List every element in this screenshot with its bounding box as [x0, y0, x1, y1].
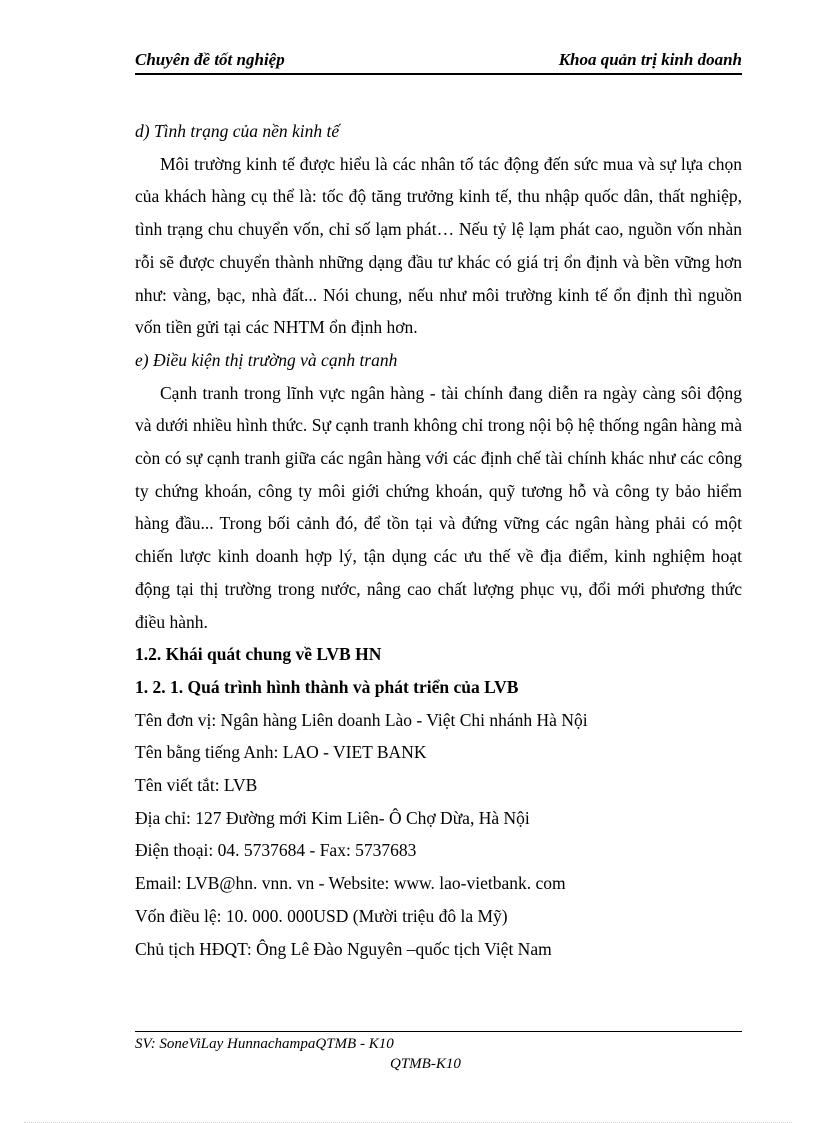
- footer-divider: [135, 1031, 742, 1032]
- section-d-title: d) Tình trạng của nền kinh tế: [135, 121, 340, 141]
- info-abbreviation: Tên viết tắt: LVB: [135, 775, 258, 796]
- heading-1-2-1: 1. 2. 1. Quá trình hình thành và phát triển của LVB: [135, 676, 519, 697]
- section-e-title: e) Điều kiện thị trường và cạnh tranh: [135, 349, 398, 370]
- heading-1-2: 1.2. Khái quát chung về LVB HN: [135, 644, 382, 665]
- info-charter-capital: Vốn điều lệ: 10. 000. 000USD (Mười triệu đô la Mỹ): [135, 905, 508, 926]
- section-e-paragraph: Cạnh tranh trong lĩnh vực ngân hàng - tài chính đang diễn ra ngày càng sôi động và dưới nhiều hình thức. Sự cạnh tranh không chỉ trong nội bộ hệ thống ngân hàng mà còn có sự cạnh tranh giữa các ngân hàng với các định chế tài chính khác như các công ty chứng khoán, công ty môi giới chứng khoán, quỹ tương hỗ và công ty bảo hiểm hàng đầu... Trong bối cảnh đó, để tồn tại và đứng vững các ngân hàng phải có một chiến lược kinh doanh hợp lý, tận dụng các ưu thế về địa điểm, kinh nghiệm hoạt động tại thị trường trong nước, nâng cao chất lượng phục vụ, đổi mới phương thức điều hành.: [135, 382, 742, 632]
- header-right-title: Khoa quản trị kinh doanh: [558, 50, 742, 69]
- info-phone-fax: Điện thoại: 04. 5737684 - Fax: 5737683: [135, 840, 417, 861]
- page-body: [135, 115, 742, 965]
- info-email-website: Email: LVB@hn. vnn. vn - Website: www. lao-vietbank. com: [135, 873, 566, 894]
- page-header: [135, 47, 742, 75]
- section-d-paragraph: Môi trường kinh tế được hiểu là các nhân tố tác động đến sức mua và sự lựa chọn của khách hàng cụ thể là: tốc độ tăng trưởng kinh tế, thu nhập quốc dân, thất nghiệp, tình trạng chu chuyển vốn, chỉ số lạm phát… Nếu tỷ lệ lạm phát cao, nguồn vốn nhàn rỗi sẽ được chuyển thành những dạng đầu tư khác có giá trị ổn định và bền vững hơn như: vàng, bạc, nhà đất... Nói chung, nếu như môi trường kinh tế ổn định thì nguồn vốn tiền gửi tại các NHTM ổn định hơn.: [135, 153, 742, 338]
- header-left-title: Chuyên đề tốt nghiệp: [135, 50, 285, 69]
- info-english-name: Tên bằng tiếng Anh: LAO - VIET BANK: [135, 742, 427, 763]
- info-unit-name: Tên đơn vị: Ngân hàng Liên doanh Lào - Việt Chi nhánh Hà Nội: [135, 709, 588, 730]
- footer-student-info: SV: SoneViLay HunnachampaQTMB - K10: [135, 1036, 394, 1052]
- info-chairman: Chủ tịch HĐQT: Ông Lê Đào Nguyên –quốc tịch Việt Nam: [135, 938, 552, 959]
- info-address: Địa chỉ: 127 Đường mới Kim Liên- Ô Chợ Dừa, Hà Nội: [135, 807, 530, 828]
- footer-class-code: QTMB-K10: [390, 1056, 461, 1072]
